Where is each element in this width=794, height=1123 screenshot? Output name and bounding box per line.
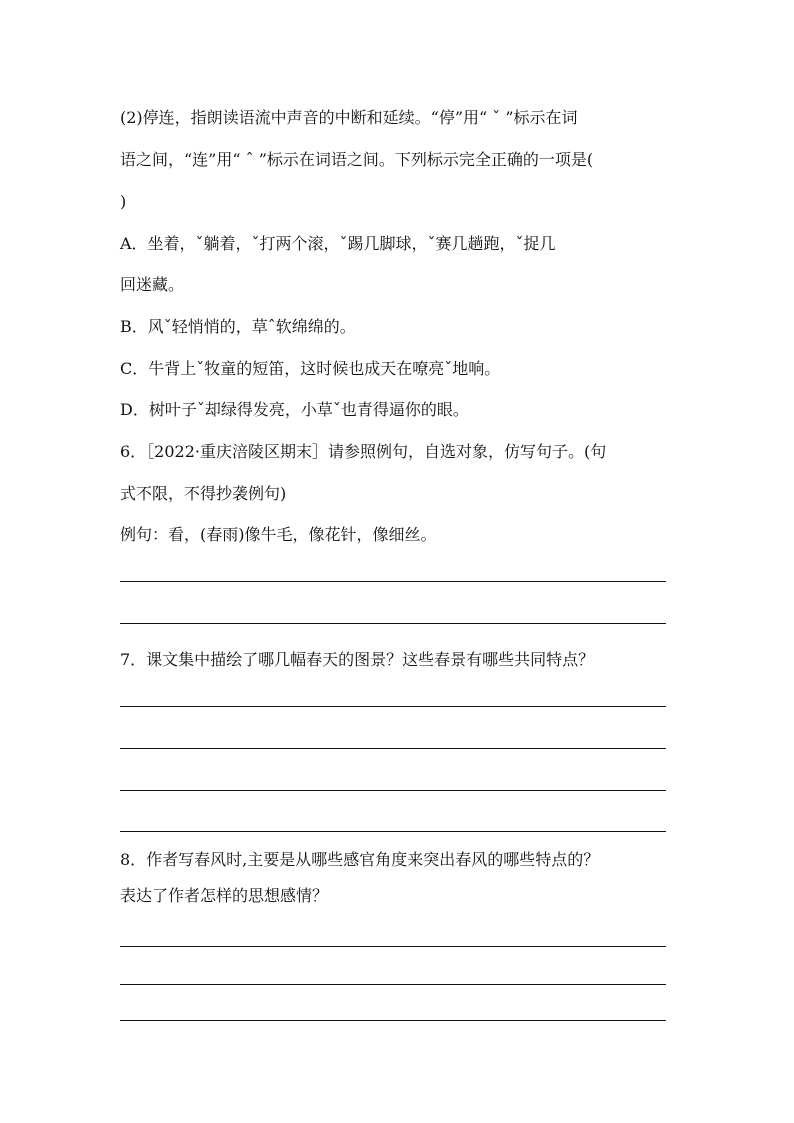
q7-answer-line-2[interactable] xyxy=(120,748,666,749)
q7-answer-line-3[interactable] xyxy=(120,790,666,791)
q8-answer-line-1[interactable] xyxy=(120,946,666,947)
q7-answer-line-1[interactable] xyxy=(120,706,666,707)
option-d: D．树叶子ˇ却绿得发亮，小草ˇ也青得逼你的眼。 xyxy=(120,400,469,419)
option-a-line2: 回迷藏。 xyxy=(120,275,185,294)
q7-text: 7．课文集中描绘了哪几幅春天的图景？这些春景有哪些共同特点？ xyxy=(120,650,595,669)
q8-answer-line-3[interactable] xyxy=(120,1020,666,1021)
q5-part2-line1: (2)停连，指朗读语流中声音的中断和延续。“停”用“ ˇ ”标示在词 xyxy=(120,108,578,127)
q8-line1: 8．作者写春风时,主要是从哪些感官角度来突出春风的哪些特点的？ xyxy=(120,850,600,869)
q5-part2-line2: 语之间，“连”用“ ˆ ”标示在词语之间。下列标示完全正确的一项是( xyxy=(120,150,594,169)
q5-part2-line3: ) xyxy=(120,192,127,211)
option-a-line1: A．坐着，ˇ躺着，ˇ打两个滚，ˇ踢几脚球，ˇ赛几趟跑，ˇ捉几 xyxy=(120,234,556,253)
q6-line2: 式不限，不得抄袭例句) xyxy=(120,484,287,503)
q6-line1: 6．［2022·重庆涪陵区期末］请参照例句，自选对象，仿写句子。(句 xyxy=(120,442,607,461)
option-c: C．牛背上ˇ牧童的短笛，这时候也成天在嘹亮ˇ地响。 xyxy=(120,359,501,378)
q6-answer-line-2[interactable] xyxy=(120,623,666,624)
q8-line2: 表达了作者怎样的思想感情？ xyxy=(120,886,329,905)
q6-answer-line-1[interactable] xyxy=(120,581,666,582)
q8-answer-line-2[interactable] xyxy=(120,984,666,985)
q6-example: 例句：看，(春雨)像牛毛，像花针，像细丝。 xyxy=(120,525,437,544)
option-b: B．风ˇ轻悄悄的，草ˆ软绵绵的。 xyxy=(120,317,356,336)
q7-answer-line-4[interactable] xyxy=(120,831,666,832)
